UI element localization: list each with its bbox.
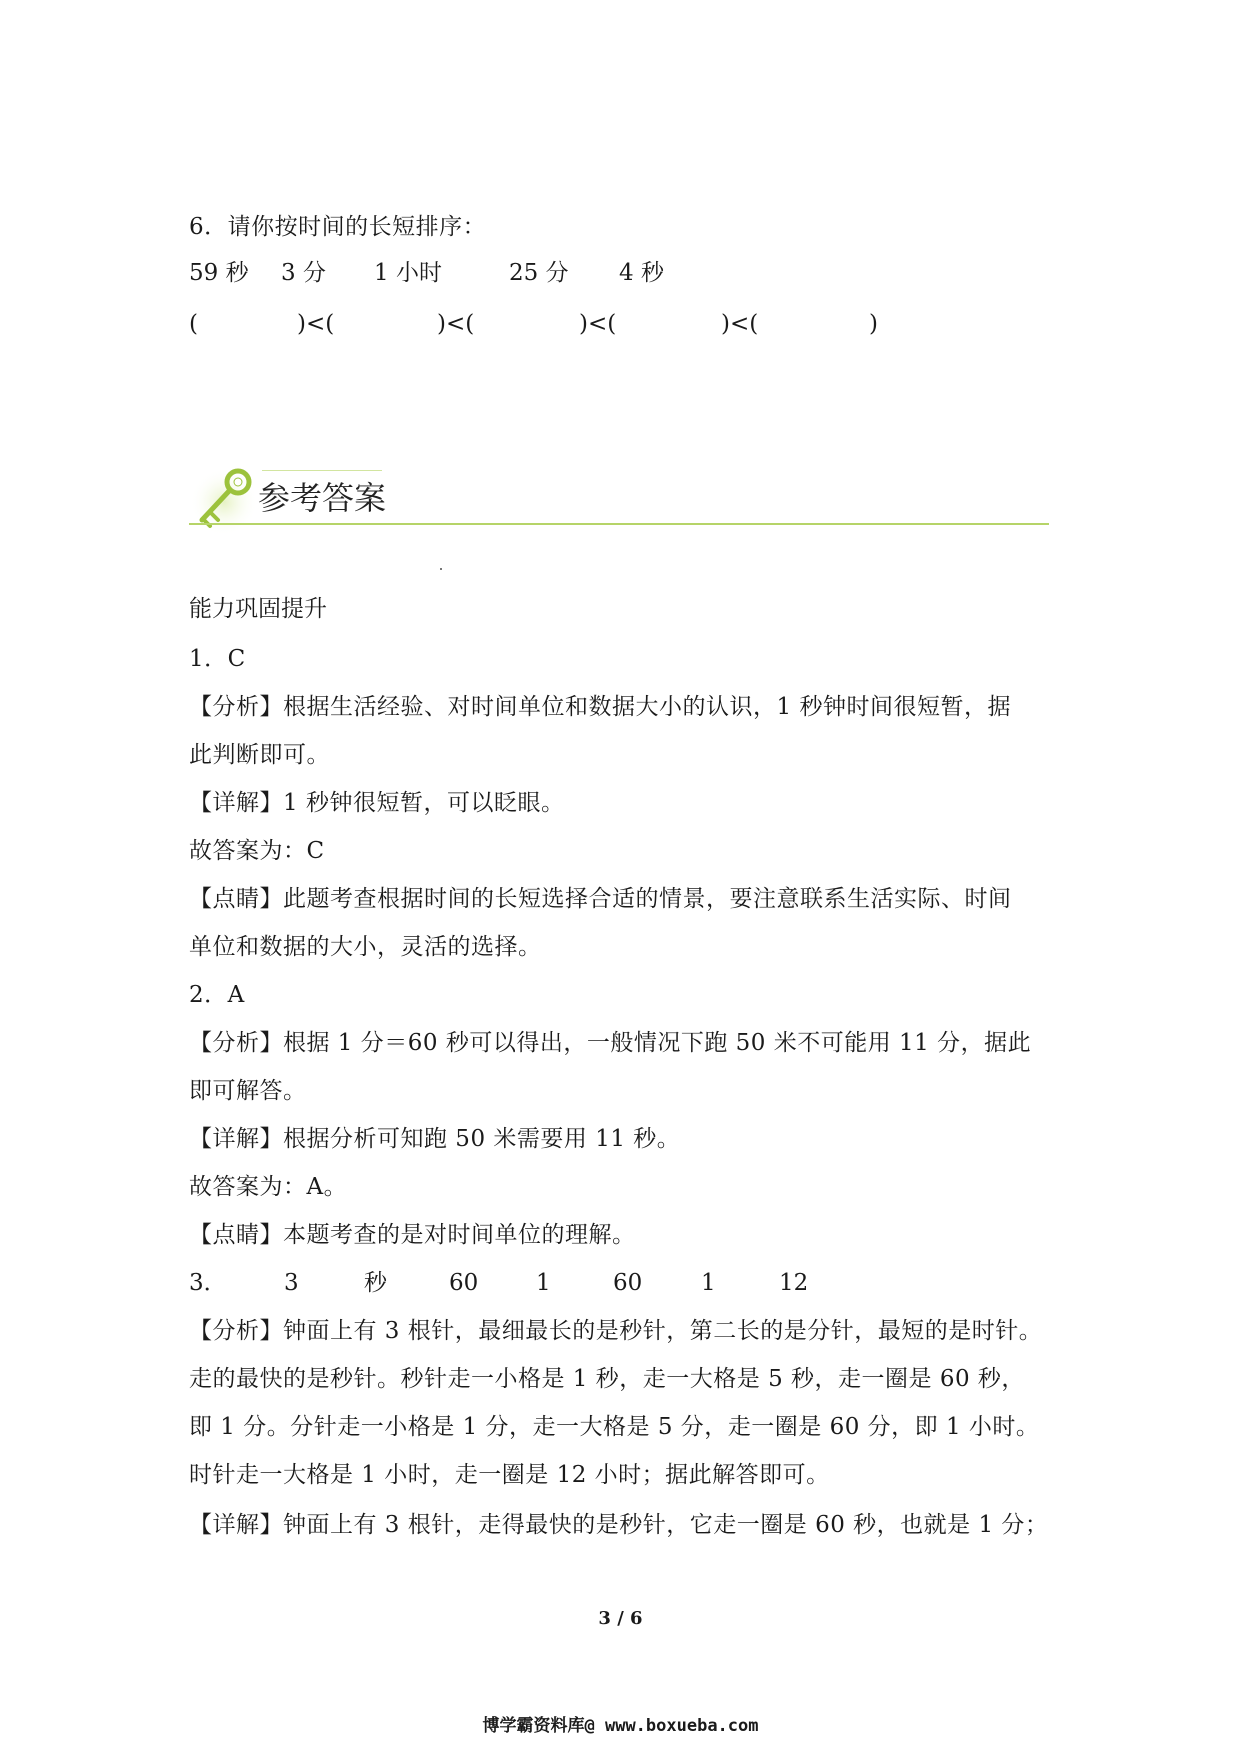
question-6-items xyxy=(189,258,889,288)
answer-3-cell: 1 xyxy=(536,1270,551,1296)
answer-2-analysis: 【分析】根据 1 分＝60 秒可以得出，一般情况下跑 50 米不可能用 11 分，据此 xyxy=(189,1030,1032,1056)
answer-1-detail: 【详解】1 秒钟很短暂，可以眨眼。 xyxy=(189,790,565,816)
answer-2-tip: 【点睛】本题考查的是对时间单位的理解。 xyxy=(189,1222,636,1248)
answer-3-detail: 【详解】钟面上有 3 根针，走得最快的是秒针，它走一圈是 60 秒，也就是 1 分； xyxy=(189,1512,1049,1538)
answer-3-cell: 秒 xyxy=(364,1270,387,1296)
section-title: 能力巩固提升 xyxy=(189,596,327,622)
time-item: 1 小时 xyxy=(374,260,442,286)
answer-3-cell: 1 xyxy=(701,1270,716,1296)
question-6-blanks xyxy=(189,309,889,339)
footer-watermark: 博学霸资料库@ www.boxueba.com xyxy=(482,1716,759,1736)
answer-2-number: 2．A xyxy=(189,982,245,1008)
answer-2-final: 故答案为：A。 xyxy=(189,1174,348,1200)
page-number: 3 / 6 xyxy=(598,1608,643,1629)
answer-3-cell: 3 xyxy=(284,1270,299,1296)
answer-3-analysis: 【分析】钟面上有 3 根针，最细最长的是秒针，第二长的是分针，最短的是时针。 xyxy=(189,1318,1043,1344)
time-item: 59 秒 xyxy=(189,260,249,286)
answer-2-detail: 【详解】根据分析可知跑 50 米需要用 11 秒。 xyxy=(189,1126,681,1152)
time-item: 3 分 xyxy=(281,260,326,286)
blank-paren: )<( xyxy=(297,311,335,337)
heading-top-rule xyxy=(262,470,382,471)
answer-3-cell: 3． xyxy=(189,1270,227,1296)
blank-paren: )<( xyxy=(721,311,759,337)
answer-1-number: 1．C xyxy=(189,646,246,672)
question-6-prompt: 6．请你按时间的长短排序： xyxy=(189,214,487,240)
answer-heading: 参考答案 xyxy=(258,479,387,517)
answer-1-final: 故答案为：C xyxy=(189,838,325,864)
time-item: 4 秒 xyxy=(619,260,664,286)
answer-3-analysis: 时针走一大格是 1 小时，走一圈是 12 小时；据此解答即可。 xyxy=(189,1462,830,1488)
answer-1-tip: 单位和数据的大小，灵活的选择。 xyxy=(189,934,542,960)
answer-3-row xyxy=(189,1268,829,1298)
answer-3-cell: 12 xyxy=(779,1270,809,1296)
scan-dot xyxy=(440,568,442,570)
answer-1-analysis: 此判断即可。 xyxy=(189,742,330,768)
heading-underline xyxy=(189,523,1049,525)
answer-3-analysis: 走的最快的是秒针。秒针走一小格是 1 秒，走一大格是 5 秒，走一圈是 60 秒， xyxy=(189,1366,1025,1392)
answer-3-analysis: 即 1 分。分针走一小格是 1 分，走一大格是 5 分，走一圈是 60 分，即 1 小时。 xyxy=(189,1414,1040,1440)
answer-3-cell: 60 xyxy=(449,1270,479,1296)
blank-paren: ( xyxy=(189,311,198,337)
blank-paren: ) xyxy=(869,311,878,337)
blank-paren: )<( xyxy=(437,311,475,337)
answer-3-cell: 60 xyxy=(613,1270,643,1296)
answer-1-tip: 【点睛】此题考查根据时间的长短选择合适的情景，要注意联系生活实际、时间 xyxy=(189,886,1012,912)
answer-2-analysis: 即可解答。 xyxy=(189,1078,307,1104)
time-item: 25 分 xyxy=(509,260,569,286)
answer-1-analysis: 【分析】根据生活经验、对时间单位和数据大小的认识，1 秒钟时间很短暂，据 xyxy=(189,694,1011,720)
key-icon xyxy=(192,462,262,542)
blank-paren: )<( xyxy=(579,311,617,337)
